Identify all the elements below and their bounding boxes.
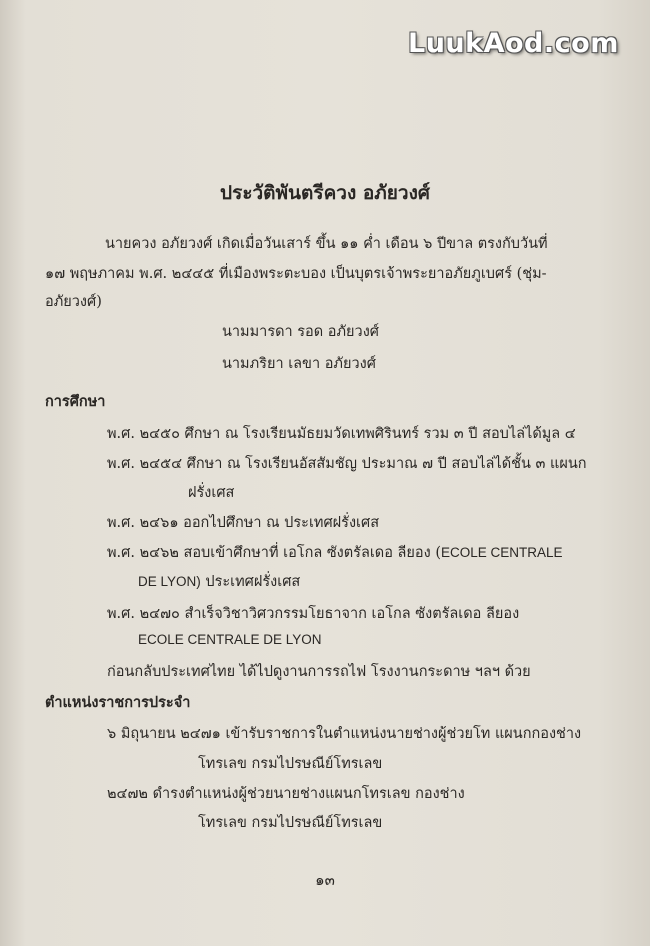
education-item (107, 541, 563, 564)
education-heading: การศึกษา (45, 393, 106, 410)
intro-line-1: นายควง อภัยวงศ์ เกิดเมื่อวันเสาร์ ขึ้น ๑๑ ค่ำ เดือน ๖ ปีขาล ตรงกับวันที่ (105, 236, 548, 252)
education-item-thai: ประเทศฝรั่งเศส (205, 574, 301, 590)
education-item-french: DE LYON) (138, 574, 201, 589)
education-item: พ.ศ. ๒๔๕๔ ศึกษา ณ โรงเรียนอัสสัมชัญ ประมาณ ๗ ปี สอบไล่ได้ชั้น ๓ แผนก (107, 456, 587, 472)
education-item-cont (138, 570, 300, 593)
education-item-cont: ฝรั่งเศส (188, 485, 235, 501)
education-item-french: ECOLE CENTRALE (440, 545, 563, 560)
education-item-thai: พ.ศ. ๒๔๖๒ สอบเข้าศึกษาที่ เอโกล ซังตรัลเดอ ลียอง ( (107, 545, 441, 561)
education-item: พ.ศ. ๒๔๗๐ สำเร็จวิชาวิศวกรรมโยธาจาก เอโกล ซังตรัลเดอ ลียอง (107, 606, 520, 622)
mother-name: นามมารดา รอด อภัยวงศ์ (222, 324, 379, 340)
education-item: ก่อนกลับประเทศไทย ได้ไปดูงานการรถไฟ โรงงานกระดาษ ฯลฯ ด้วย (107, 664, 531, 680)
position-item-cont: โทรเลข กรมไปรษณีย์โทรเลข (198, 815, 383, 831)
position-item-cont: โทรเลข กรมไปรษณีย์โทรเลข (198, 756, 383, 772)
education-item: พ.ศ. ๒๔๕๐ ศึกษา ณ โรงเรียนมัธยมวัดเทพศิรินทร์ รวม ๓ ปี สอบไล่ได้มูล ๔ (107, 426, 576, 442)
position-item: ๖ มิถุนายน ๒๔๗๑ เข้ารับราชการในตำแหน่งนายช่างผู้ช่วยโท แผนกกองช่าง (107, 726, 582, 742)
watermark-logo: LuukAod.com (408, 28, 619, 59)
page-title: ประวัติพันตรีควง อภัยวงศ์ (220, 182, 430, 204)
position-item: ๒๔๗๒ ดำรงตำแหน่งผู้ช่วยนายช่างแผนกโทรเลข กองช่าง (107, 786, 465, 802)
intro-line-2: ๑๗ พฤษภาคม พ.ศ. ๒๔๔๕ ที่เมืองพระตะบอง เป็นบุตรเจ้าพระยาอภัยภูเบศร์ (ชุ่ม- (45, 266, 547, 282)
education-item: พ.ศ. ๒๔๖๑ ออกไปศึกษา ณ ประเทศฝรั่งเศส (107, 515, 380, 531)
positions-heading: ตำแหน่งราชการประจำ (45, 694, 191, 711)
wife-name: นามภริยา เลขา อภัยวงศ์ (222, 356, 376, 372)
page-number: ๑๓ (315, 871, 335, 889)
intro-line-3: อภัยวงศ์) (45, 294, 102, 310)
education-item-french: ECOLE CENTRALE DE LYON (138, 632, 322, 647)
